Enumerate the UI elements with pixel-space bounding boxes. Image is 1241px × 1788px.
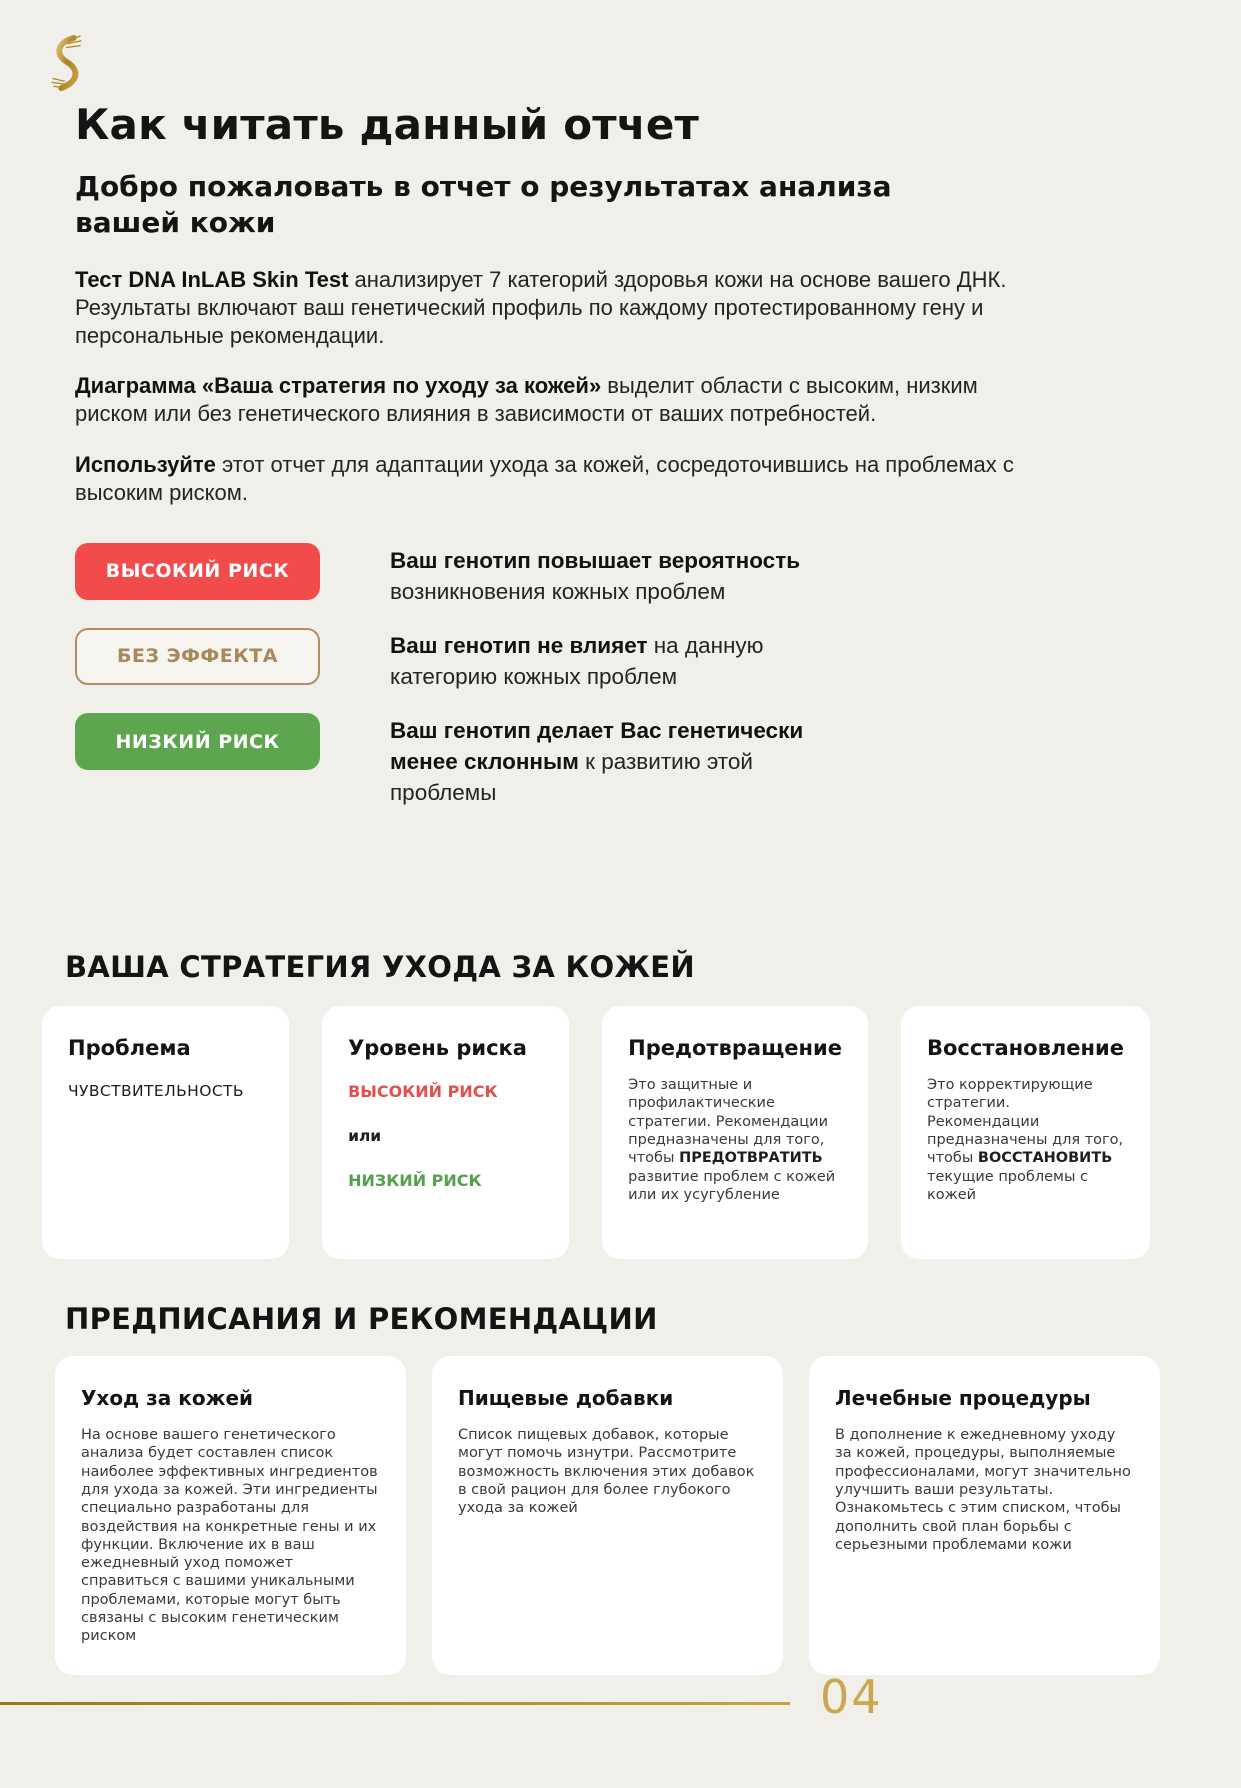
low-risk-description-text: к развитию этой проблемы — [390, 749, 753, 806]
high-risk-description — [390, 543, 860, 607]
prevention-card — [602, 1006, 868, 1259]
restoration-body-post: текущие проблемы с кожей — [927, 1168, 1088, 1203]
treatments-card — [809, 1356, 1160, 1675]
restoration-card-body — [927, 1076, 1124, 1204]
low-risk-description-bold: Ваш генотип делает Вас генетически менее склонным — [390, 718, 804, 775]
restoration-body-bold: ВОССТАНОВИТЬ — [977, 1150, 1113, 1167]
no-effect-badge: БЕЗ ЭФФЕКТА — [75, 628, 320, 685]
page-number: 04 — [820, 1670, 883, 1724]
low-risk-description — [390, 713, 860, 808]
intro-paragraph-text: этот отчет для адаптации ухода за кожей, сосредоточившись на проблемах с высоким риском. — [75, 451, 1014, 505]
strategy-section — [65, 950, 1166, 1259]
intro-paragraph-text: выделит области с высоким, низким риском или без генетического влияния в зависимости от ваших потребностей. — [75, 373, 978, 427]
risk-level-high-label: ВЫСОКИЙ РИСК — [348, 1082, 498, 1102]
intro-paragraph — [75, 451, 1035, 507]
intro-paragraph-lead: Диаграмма «Ваша стратегия по уходу за кожей» — [75, 373, 602, 399]
treatments-card-title: Лечебные процедуры — [835, 1386, 1091, 1411]
risk-level-low-label: НИЗКИЙ РИСК — [348, 1171, 482, 1191]
restoration-card-title: Восстановление — [927, 1036, 1124, 1061]
high-risk-description-bold: Ваш генотип повышает вероятность — [390, 547, 801, 573]
no-effect-description — [390, 628, 860, 692]
footer-divider — [0, 1702, 790, 1705]
skincare-card-title: Уход за кожей — [81, 1386, 254, 1411]
no-effect-description-text: на данную категорию кожных проблем — [390, 632, 764, 690]
supplements-card-title: Пищевые добавки — [458, 1386, 674, 1411]
strategy-cards — [42, 1006, 1150, 1259]
prevention-card-title: Предотвращение — [628, 1036, 842, 1061]
intro-paragraph — [75, 372, 1035, 428]
skincare-card — [55, 1356, 406, 1675]
legend-row-low-risk — [75, 713, 1166, 808]
no-effect-description-bold: Ваш генотип не влияет — [390, 632, 648, 658]
high-risk-badge: ВЫСОКИЙ РИСК — [75, 543, 320, 600]
restoration-body-pre: Это корректирующие стратегии. Рекомендации предназначены для того, чтобы — [927, 1077, 1124, 1167]
prevention-body-post: развитие проблем с кожей или их усугубление — [628, 1168, 836, 1203]
problem-card — [42, 1006, 289, 1259]
treatments-card-body: В дополнение к ежедневному уходу за кожей, процедуры, выполняемые профессионалами, могут значительно улучшить ваши результаты. Ознакомьтесь с этим списком, чтобы дополнить свой план борьбы с серьезными проблемами кожи — [835, 1427, 1131, 1553]
skincare-card-body: На основе вашего генетического анализа будет составлен список наиболее эффективных ингредиентов для ухода за кожей. Эти ингредиенты специально разработаны для воздействия на конкретные гены и их функции. Включение их в ваш ежедневный уход поможет справиться с вашими уникальными проблемами, которые могут быть связаны с высоким генетическим риском — [81, 1427, 378, 1645]
supplements-card — [432, 1356, 783, 1675]
risk-level-or-label: или — [348, 1127, 382, 1146]
problem-card-value: ЧУВСТВИТЕЛЬНОСТЬ — [68, 1082, 244, 1101]
prescriptions-cards — [55, 1356, 1160, 1675]
risk-level-card-title: Уровень риска — [348, 1036, 527, 1061]
low-risk-badge: НИЗКИЙ РИСК — [75, 713, 320, 770]
high-risk-description-text: возникновения кожных проблем — [390, 578, 726, 604]
legend-row-no-effect — [75, 628, 1166, 692]
intro-paragraph — [75, 266, 1035, 350]
legend-row-high-risk — [75, 543, 1166, 607]
risk-level-card — [322, 1006, 569, 1259]
dna-helix-logo-icon — [45, 34, 89, 92]
intro-paragraph-lead: Тест DNA InLAB Skin Test — [75, 266, 349, 292]
page-subtitle: Добро пожаловать в отчет о результатах анализа вашей кожи — [75, 170, 892, 240]
prescriptions-section — [65, 1302, 1166, 1675]
page-title: Как читать данный отчет — [75, 100, 700, 149]
intro-paragraph-lead: Используйте — [75, 451, 216, 477]
intro-section — [75, 266, 1166, 507]
prevention-body-pre: Это защитные и профилактические стратегии. Рекомендации предназначены для того, чтобы — [628, 1077, 828, 1167]
intro-paragraph-text: анализирует 7 категорий здоровья кожи на основе вашего ДНК. Результаты включают ваш генетический профиль по каждому протестированному гену и персональные рекомендации. — [75, 266, 1007, 349]
report-page — [0, 34, 1241, 1788]
prevention-card-body — [628, 1076, 842, 1204]
restoration-card — [901, 1006, 1150, 1259]
problem-card-title: Проблема — [68, 1036, 191, 1061]
risk-legend — [75, 543, 1166, 808]
strategy-heading: ВАША СТРАТЕГИЯ УХОДА ЗА КОЖЕЙ — [65, 950, 695, 985]
prescriptions-heading: ПРЕДПИСАНИЯ И РЕКОМЕНДАЦИИ — [65, 1302, 658, 1337]
prevention-body-bold: ПРЕДОТВРАТИТЬ — [679, 1150, 823, 1167]
supplements-card-body: Список пищевых добавок, которые могут помочь изнутри. Рассмотрите возможность включения этих добавок в свой рацион для более глубокого ухода за кожей — [458, 1427, 755, 1517]
